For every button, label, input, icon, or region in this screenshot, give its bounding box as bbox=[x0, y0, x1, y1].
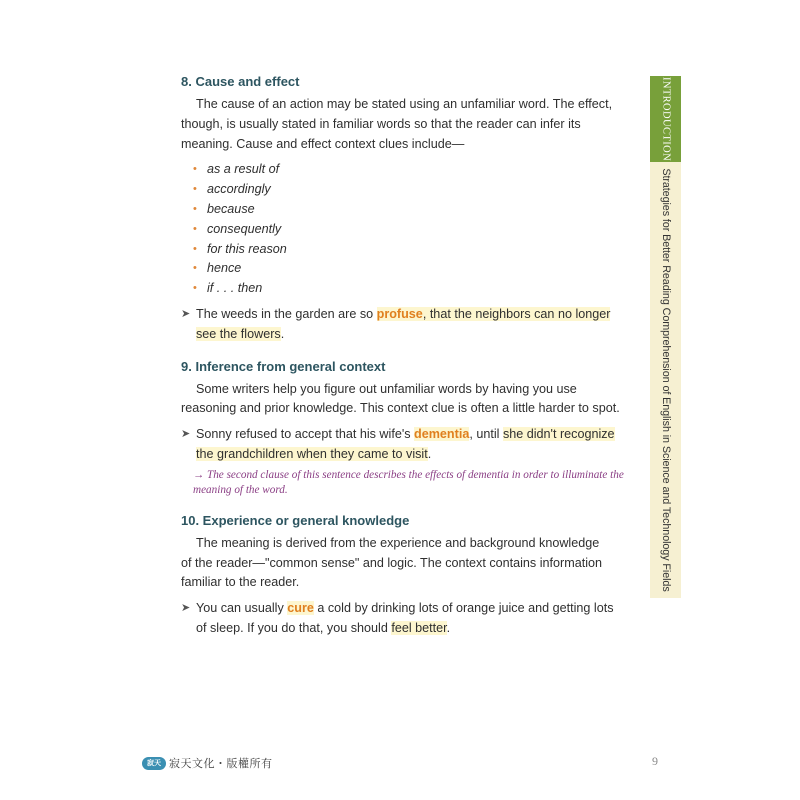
bullet-icon: • bbox=[193, 202, 197, 215]
example-text: , bbox=[422, 306, 430, 321]
context-clue-highlight: she didn't recognize the grandchildren when they came to visit bbox=[196, 427, 615, 461]
arrow-bullet-icon: ➤ bbox=[181, 307, 191, 320]
example-sentence bbox=[181, 425, 626, 465]
page-content bbox=[181, 72, 626, 639]
keyword: dementia bbox=[414, 427, 470, 442]
bullet-icon: • bbox=[193, 242, 197, 255]
bullet-icon: • bbox=[193, 262, 197, 275]
paragraph-line: of the reader—"common sense" and logic. The context contains information familiar to the reader. bbox=[181, 555, 603, 590]
section-paragraph: Some writers help you figure out unfamiliar words by having you use reasoning and prior knowledge. This context clue is often a little harder to spot. bbox=[181, 381, 620, 416]
clue-text: because bbox=[207, 201, 255, 216]
section-heading: 8. Cause and effect bbox=[181, 74, 300, 89]
logo-mark-icon: 寂天 bbox=[142, 757, 166, 770]
clue-text: hence bbox=[207, 261, 242, 276]
arrow-bullet-icon: ➤ bbox=[181, 428, 191, 441]
keyword: profuse bbox=[376, 306, 423, 321]
explanation-note bbox=[181, 468, 626, 499]
keyword: cure bbox=[287, 601, 314, 616]
example-sentence bbox=[181, 305, 626, 345]
clue-text: accordingly bbox=[207, 182, 271, 197]
section-paragraph: The cause of an action may be stated using an unfamiliar word. The effect, though, is usually stated in familiar words so that the reader can infer its meaning. Cause and effect context clues include— bbox=[181, 97, 613, 151]
running-title-label bbox=[650, 162, 681, 598]
chapter-tab-text: INTRODUCTION bbox=[660, 76, 671, 162]
section-paragraph bbox=[181, 534, 626, 593]
list-item bbox=[193, 180, 626, 200]
arrow-bullet-icon: ➤ bbox=[181, 602, 191, 615]
context-clue-highlight: feel better bbox=[391, 620, 447, 635]
context-clue-highlight: that the neighbors can no longer see the flowers bbox=[196, 306, 611, 341]
clue-text: if . . . then bbox=[207, 281, 263, 296]
clue-text: as a result of bbox=[207, 162, 280, 177]
list-item bbox=[193, 220, 626, 240]
bullet-icon: • bbox=[193, 222, 197, 235]
section-inference bbox=[181, 357, 626, 499]
bullet-icon: • bbox=[193, 163, 197, 176]
chapter-tab-label bbox=[650, 76, 681, 162]
example-sentence bbox=[181, 599, 626, 639]
paragraph-line: The meaning is derived from the experience and background knowledge bbox=[196, 535, 600, 550]
example-text: a cold by drinking lots of orange juice and getting lots of sleep. If you do that, you should bbox=[196, 601, 614, 635]
publisher-logo bbox=[142, 754, 273, 772]
example-text: , until bbox=[469, 427, 503, 442]
list-item bbox=[193, 200, 626, 220]
page-number: 9 bbox=[652, 754, 658, 768]
example-text: You can usually bbox=[196, 601, 288, 616]
section-heading: 10. Experience or general knowledge bbox=[181, 512, 410, 528]
example-text: Sonny refused to accept that his wife's bbox=[196, 427, 415, 442]
bullet-icon: • bbox=[193, 183, 197, 196]
section-experience bbox=[181, 511, 626, 639]
section-heading: 9. Inference from general context bbox=[181, 358, 386, 374]
clue-text: consequently bbox=[207, 221, 282, 236]
note-text: The second clause of this sentence describes the effects of dementia in order to illuminate the meaning of the word. bbox=[193, 468, 624, 497]
clue-text: for this reason bbox=[207, 241, 287, 256]
list-item bbox=[193, 259, 626, 279]
running-title-text: Strategies for Better Reading Comprehension of English in Science and Technology Fields bbox=[659, 168, 672, 592]
example-text: . bbox=[446, 620, 451, 635]
arrow-right-icon: → bbox=[193, 468, 207, 481]
section-cause-effect bbox=[181, 72, 626, 345]
example-text: The weeds in the garden are so bbox=[196, 306, 377, 321]
list-item bbox=[193, 279, 626, 299]
publisher-name: 寂天文化・版權所有 bbox=[169, 758, 273, 770]
example-text: . bbox=[427, 446, 432, 461]
list-item bbox=[193, 160, 626, 180]
example-text: . bbox=[280, 326, 285, 341]
bullet-icon: • bbox=[193, 282, 197, 295]
list-item bbox=[193, 240, 626, 260]
clue-list bbox=[181, 160, 626, 299]
